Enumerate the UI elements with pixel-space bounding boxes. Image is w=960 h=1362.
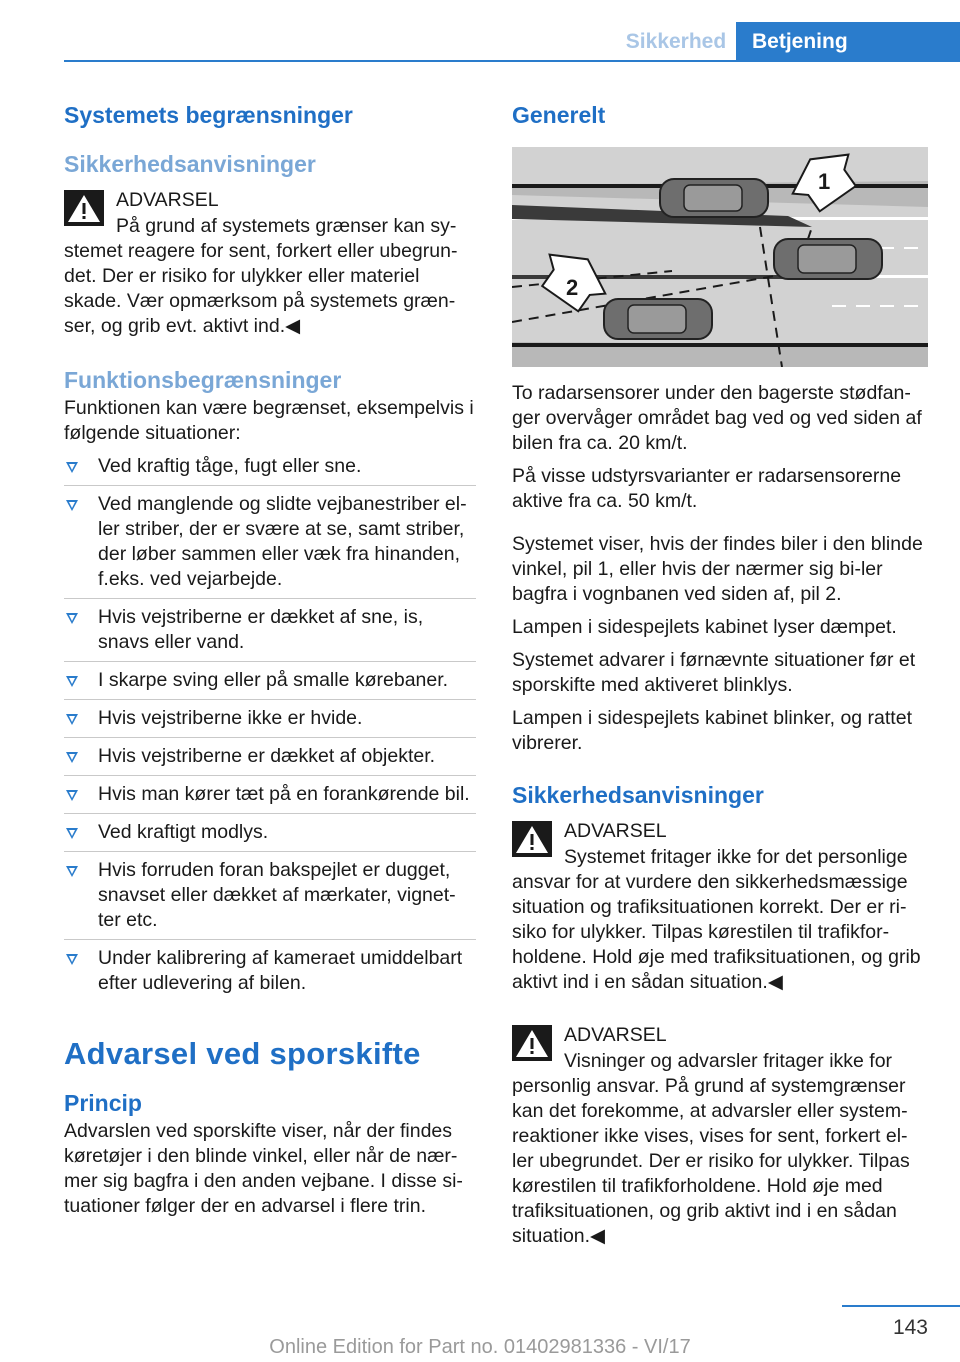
bullet-triangle-icon: [66, 790, 78, 801]
footer-rule: [842, 1305, 960, 1307]
warning-triangle-icon: [64, 190, 104, 226]
warning-text-rest: ansvar for at vurdere den sikkerhedsmæssige situation og trafiksituationen korrekt. Der er ri-siko for ulykker. Tilpas kørestilen til trafikfor-holdene. Hold øje med trafiksituationen, og grib aktivt ind i en sådan situation.◀: [512, 871, 921, 993]
limits-list: [64, 454, 476, 1002]
tab-sikkerhed[interactable]: Sikkerhed: [625, 30, 727, 53]
header-rule: [64, 60, 960, 62]
paragraph-variants: På visse udstyrsvarianter er radarsensorerne aktive fra ca. 50 km/t.: [512, 465, 902, 512]
bullet-triangle-icon: [66, 828, 78, 839]
list-item: [64, 706, 476, 738]
warning-text-first-line: På grund af systemets grænser kan sy-: [116, 215, 457, 237]
list-item: [64, 605, 476, 662]
car-icon: [774, 239, 882, 279]
warning-text: [512, 845, 928, 995]
heading-system-limits: Systemets begrænsninger: [64, 102, 353, 128]
list-item-text: Hvis forruden foran bakspejlet er dugget, snavset eller dækket af mærkater, vignet-ter etc.: [98, 859, 456, 931]
tab-betjening[interactable]: Betjening: [736, 22, 960, 62]
list-item-text: Hvis man kører tæt på en forankørende bil.: [98, 783, 470, 805]
list-item: [64, 820, 476, 852]
list-item-text: Ved kraftig tåge, fugt eller sne.: [98, 455, 362, 477]
list-item-text: Hvis vejstriberne er dækket af sne, is, snavs eller vand.: [98, 606, 424, 653]
warning-triangle-icon: [512, 1025, 552, 1061]
warning-title: ADVARSEL: [116, 189, 219, 211]
warning-text-rest: personlig ansvar. På grund af systemgrænser kan det forekomme, at advarsler eller system-reaktioner ikke vises, vises for sent, forkert el-ler ubegrundet. Der er risiko for ulykker. Tilpas kørestilen til trafikforholdene. Hold øje med trafiksituationen, og grib aktivt ind i en sådan situation.◀: [512, 1075, 910, 1247]
page-number: 143: [892, 1316, 928, 1339]
list-item-text: Under kalibrering af kameraet umiddelbart efter udlevering af bilen.: [98, 947, 463, 994]
arrow-1-label: 1: [818, 169, 831, 194]
list-item-text: Hvis vejstriberne er dækket af objekter.: [98, 745, 436, 767]
car-icon: [604, 299, 712, 339]
list-item: [64, 668, 476, 700]
list-item-text: Ved kraftigt modlys.: [98, 821, 269, 843]
warning-title: ADVARSEL: [564, 820, 667, 842]
paragraph-display: Systemet viser, hvis der findes biler i den blinde vinkel, pil 1, eller hvis der nærmer sig bi-ler bagfra i vognbanen ved siden af, pil 2.: [512, 533, 923, 605]
list-item: [64, 454, 476, 486]
car-icon: [660, 179, 768, 217]
list-item: [64, 858, 476, 940]
bullet-triangle-icon: [66, 676, 78, 687]
heading-lane-change-warning: Advarsel ved sporskifte: [64, 1036, 421, 1071]
bullet-triangle-icon: [66, 954, 78, 965]
list-item-text: Hvis vejstriberne ikke er hvide.: [98, 707, 363, 729]
paragraph-radar: To radarsensorer under den bagerste stødfan-ger overvåger området bag ved og ved siden af bilen fra ca. 20 km/t.: [512, 382, 922, 454]
bullet-triangle-icon: [66, 866, 78, 877]
list-item: [64, 782, 476, 814]
bullet-triangle-icon: [66, 613, 78, 624]
footer-edition: Online Edition for Part no. 01402981336 - VI/17: [269, 1336, 691, 1358]
warning-title: ADVARSEL: [564, 1024, 667, 1046]
warning-box-3: [512, 1021, 928, 1249]
list-item: [64, 744, 476, 776]
heading-general: Generelt: [512, 102, 606, 128]
blind-spot-diagram: [512, 147, 928, 367]
warning-box-2: [512, 817, 928, 995]
heading-safety-right: Sikkerhedsanvisninger: [512, 782, 764, 808]
bullet-triangle-icon: [66, 752, 78, 763]
left-column: [64, 96, 476, 1219]
warning-text-rest: stemet reagere for sent, forkert eller ubegrun-det. Der er risiko for ulykker eller materiel skade. Vær opmærksom på systemets græn-ser, og grib evt. aktivt ind.◀: [64, 240, 458, 337]
right-column: [512, 96, 928, 1249]
arrow-2-label: 2: [566, 275, 579, 300]
paragraph-lamp-blink: Lampen i sidespejlets kabinet blinker, og rattet vibrerer.: [512, 707, 912, 754]
heading-principle: Princip: [64, 1090, 142, 1116]
intro-text: Funktionen kan være begrænset, eksempelvis i følgende situationer:: [64, 397, 474, 444]
list-item-text: Ved manglende og slidte vejbanestriber el-ler striber, der er svære at se, samt striber, der løber sammen eller væk fra hinanden, f.eks. ved vejarbejde.: [98, 493, 467, 590]
warning-text: [512, 1049, 928, 1249]
heading-function-limits: Funktionsbegrænsninger: [64, 367, 342, 393]
warning-triangle-icon: [512, 821, 552, 857]
paragraph-warns: Systemet advarer i førnævnte situationer før et sporskifte med aktiveret blinklys.: [512, 649, 916, 696]
warning-text-first-line: Systemet fritager ikke for det personlige: [564, 846, 908, 868]
warning-text-first-line: Visninger og advarsler fritager ikke for: [564, 1050, 893, 1072]
heading-safety-left: Sikkerhedsanvisninger: [64, 151, 316, 177]
list-item: [64, 946, 476, 1002]
list-item-text: I skarpe sving eller på smalle kørebaner.: [98, 669, 449, 691]
paragraph-lamp-dim: Lampen i sidespejlets kabinet lyser dæmpet.: [512, 616, 897, 638]
bullet-triangle-icon: [66, 462, 78, 473]
warning-box-1: [64, 186, 476, 339]
bullet-triangle-icon: [66, 500, 78, 511]
bullet-triangle-icon: [66, 714, 78, 725]
principle-text: Advarslen ved sporskifte viser, når der findes køretøjer i den blinde vinkel, eller når de nær-mer sig bagfra i den anden vejbane. I disse si-tuationer følger der en advarsel i flere trin.: [64, 1120, 463, 1217]
list-item: [64, 492, 476, 599]
warning-text: [64, 214, 476, 339]
